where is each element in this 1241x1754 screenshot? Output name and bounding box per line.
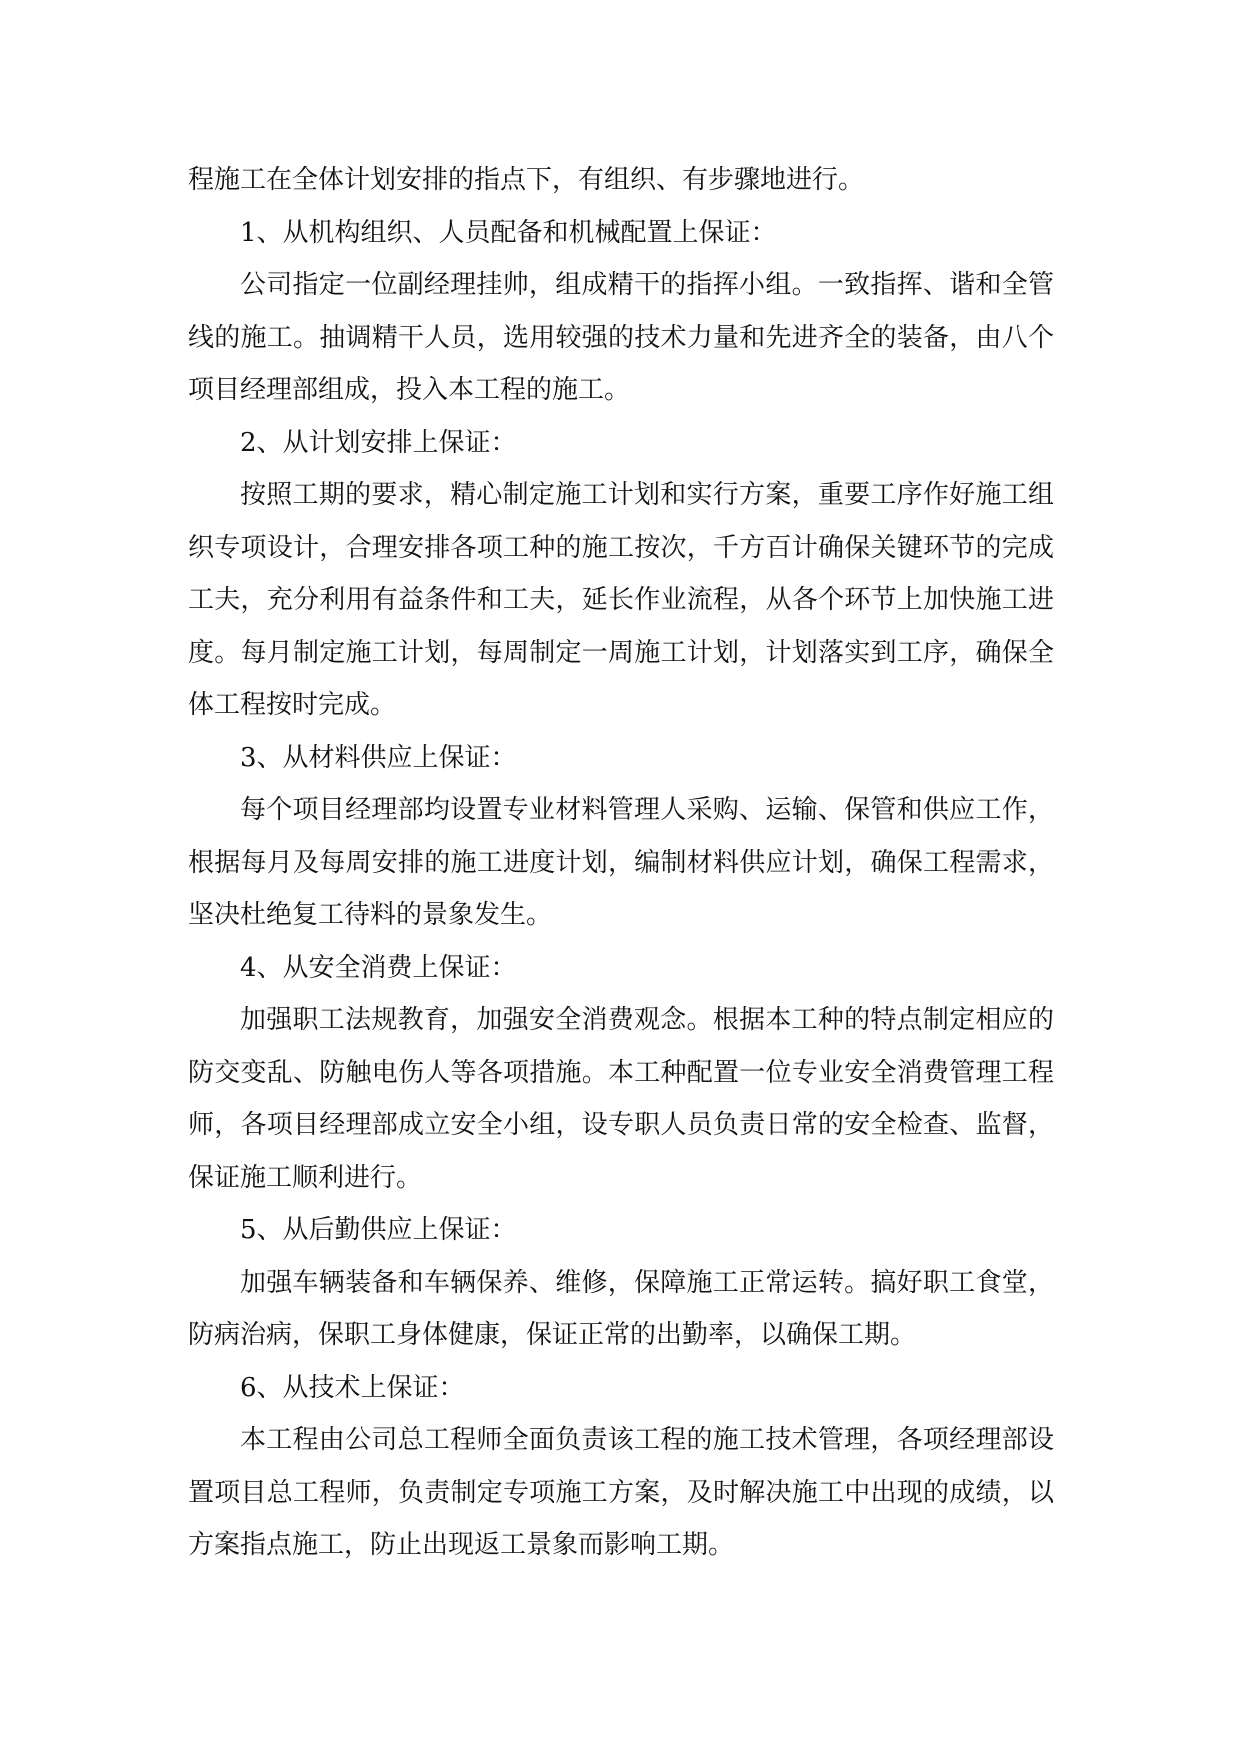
section-heading-1: 1、从机构组织、人员配备和机械配置上保证： — [240, 217, 777, 248]
section-heading-3: 3、从材料供应上保证： — [240, 742, 517, 773]
paragraph-safety: 加强职工法规教育，加强安全消费观念。根据本工种的特点制定相应的防交变乱、防触电伤人等各项措施。本工种配置一位专业安全消费管理工程师，各项目经理部成立安全小组，设专职人员负责日常的安全检查、监督，保证施工顺利进行。 — [188, 1005, 1054, 1193]
paragraph-materials: 每个项目经理部均设置专业材料管理人采购、运输、保管和供应工作，根据每月及每周安排的施工进度计划，编制材料供应计划，确保工程需求，坚决杜绝复工待料的景象发生。 — [188, 795, 1054, 930]
section-heading-2: 2、从计划安排上保证： — [240, 427, 517, 458]
paragraph-logistics: 加强车辆装备和车辆保养、维修，保障施工正常运转。搞好职工食堂，防病治病，保职工身体健康，保证正常的出勤率，以确保工期。 — [188, 1267, 1054, 1350]
section-heading-5: 5、从后勤供应上保证： — [240, 1215, 517, 1245]
section-heading-6: 6、从技术上保证： — [240, 1372, 465, 1403]
paragraph-organization: 公司指定一位副经理挂帅，组成精干的指挥小组。一致指挥、谐和全管线的施工。抽调精干人员，选用较强的技术力量和先进齐全的装备，由八个项目经理部组成，投入本工程的施工。 — [188, 270, 1054, 405]
section-heading-4: 4、从安全消费上保证： — [240, 952, 517, 983]
paragraph-planning: 按照工期的要求，精心制定施工计划和实行方案，重要工序作好施工组织专项设计，合理安排各项工种的施工按次，千方百计确保关键环节的完成工夫，充分利用有益条件和工夫，延长作业流程，从各个环节上加快施工进度。每月制定施工计划，每周制定一周施工计划，计划落实到工序，确保全体工程按时完成。 — [188, 480, 1054, 720]
paragraph-technical: 本工程由公司总工程师全面负责该工程的施工技术管理，各项经理部设置项目总工程师，负责制定专项施工方案，及时解决施工中出现的成绩，以方案指点施工，防止出现返工景象而影响工期。 — [188, 1425, 1054, 1560]
paragraph-continuation: 程施工在全体计划安排的指点下，有组织、有步骤地进行。 — [188, 165, 865, 195]
document-body — [188, 154, 1054, 1572]
